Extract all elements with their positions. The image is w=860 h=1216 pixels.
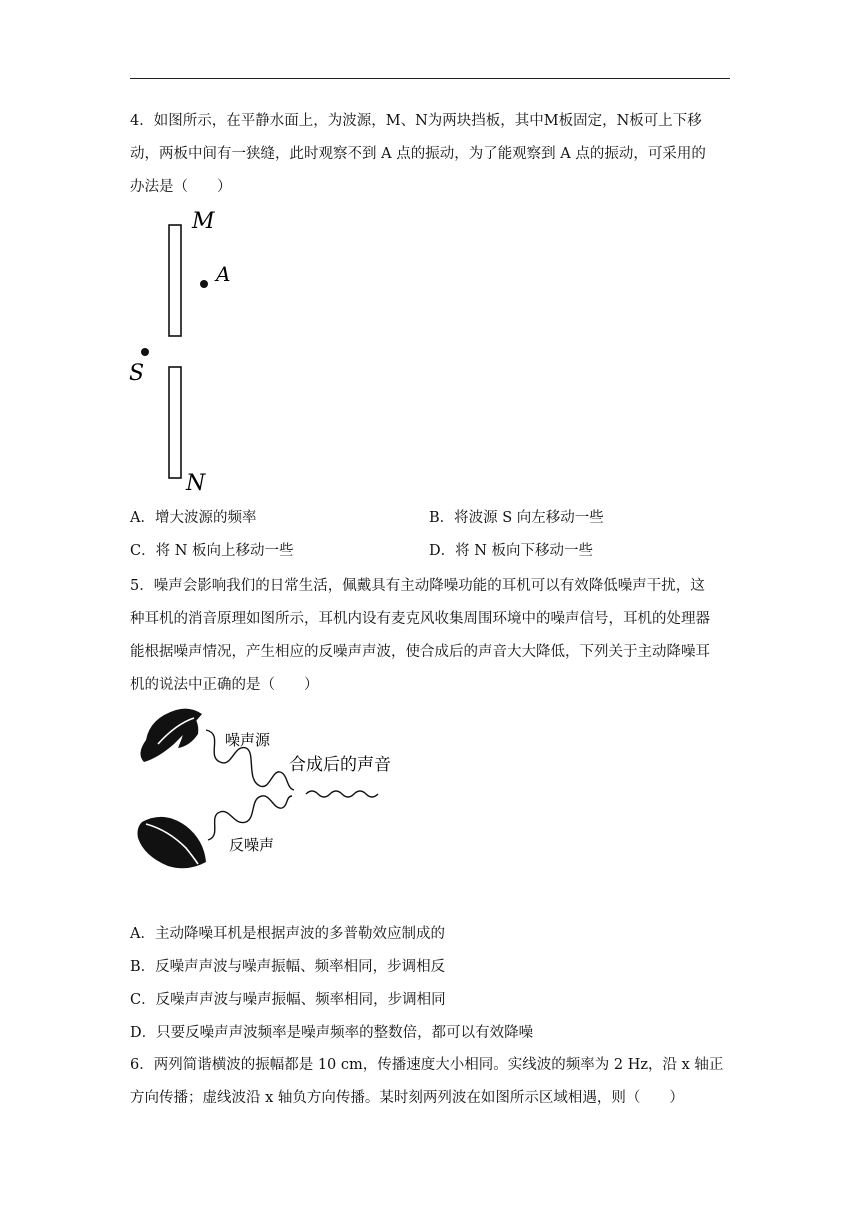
- point-a-dot: [200, 280, 208, 288]
- plate-m: [169, 225, 181, 336]
- noise-cancelling-figure: [128, 700, 408, 880]
- header-rule: [130, 78, 730, 79]
- label-combined-sound: 合成后的声音: [289, 755, 391, 775]
- question-5-line-4: 机的说法中正确的是（ ）: [130, 677, 319, 693]
- question-4-line-1: 4．如图所示，在平静水面上，为波源，M、N为两块挡板，其中M板固定，N板可上下移: [130, 113, 702, 129]
- question-6-line-2: 方向传播；虚线波沿 x 轴负方向传播。某时刻两列波在如图所示区域相遇，则（ ）: [130, 1090, 684, 1106]
- question-5-line-1: 5．噪声会影响我们的日常生活，佩戴具有主动降噪功能的耳机可以有效降低噪声干扰，这: [130, 578, 705, 594]
- question-6-line-1: 6．两列简谐横波的振幅都是 10 cm，传播速度大小相同。实线波的频率为 2 Hz，沿 x 轴正: [130, 1057, 724, 1073]
- question-4-option-b: B．将波源 S 向左移动一些: [429, 510, 604, 526]
- question-4-line-3: 办法是（ ）: [130, 179, 232, 195]
- question-4-option-d: D．将 N 板向下移动一些: [429, 543, 594, 559]
- question-4-option-a: A．增大波源的频率: [130, 510, 257, 526]
- question-5-option-d: D．只要反噪声声波频率是噪声频率的整数倍，都可以有效降噪: [130, 1025, 534, 1041]
- label-anti-noise: 反噪声: [229, 836, 275, 854]
- label-noise-source: 噪声源: [225, 731, 271, 749]
- question-5-option-c: C．反噪声声波与噪声振幅、频率相同，步调相同: [130, 992, 446, 1008]
- question-5-stem: [130, 570, 730, 702]
- plate-n: [169, 367, 181, 478]
- source-s-dot: [141, 348, 149, 356]
- label-n: N: [186, 471, 206, 495]
- question-4-stem: [130, 105, 730, 204]
- question-5-option-b: B．反噪声声波与噪声振幅、频率相同，步调相反: [130, 959, 446, 975]
- question-5-line-3: 能根据噪声情况，产生相应的反噪声声波，使合成后的声音大大降低，下列关于主动降噪耳: [130, 644, 710, 660]
- question-5-line-2: 种耳机的消音原理如图所示，耳机内设有麦克风收集周围环境中的噪声信号，耳机的处理器: [130, 611, 710, 627]
- label-a: A: [216, 262, 231, 286]
- anti-noise-speaker-icon: [138, 817, 207, 868]
- label-m: M: [192, 209, 215, 234]
- slit-diffraction-figure: [120, 200, 250, 495]
- question-5-option-a: A．主动降噪耳机是根据声波的多普勒效应制成的: [130, 926, 445, 942]
- anti-noise-wave: [208, 796, 292, 840]
- combined-wave: [306, 791, 378, 797]
- question-6-stem: [130, 1049, 730, 1115]
- question-4-option-c: C．将 N 板向上移动一些: [130, 543, 294, 559]
- question-4-line-2: 动，两板中间有一狭缝，此时观察不到 A 点的振动，为了能观察到 A 点的振动，可采用的: [130, 146, 706, 162]
- label-s: S: [129, 361, 145, 386]
- noise-source-speaker-icon: [140, 709, 202, 762]
